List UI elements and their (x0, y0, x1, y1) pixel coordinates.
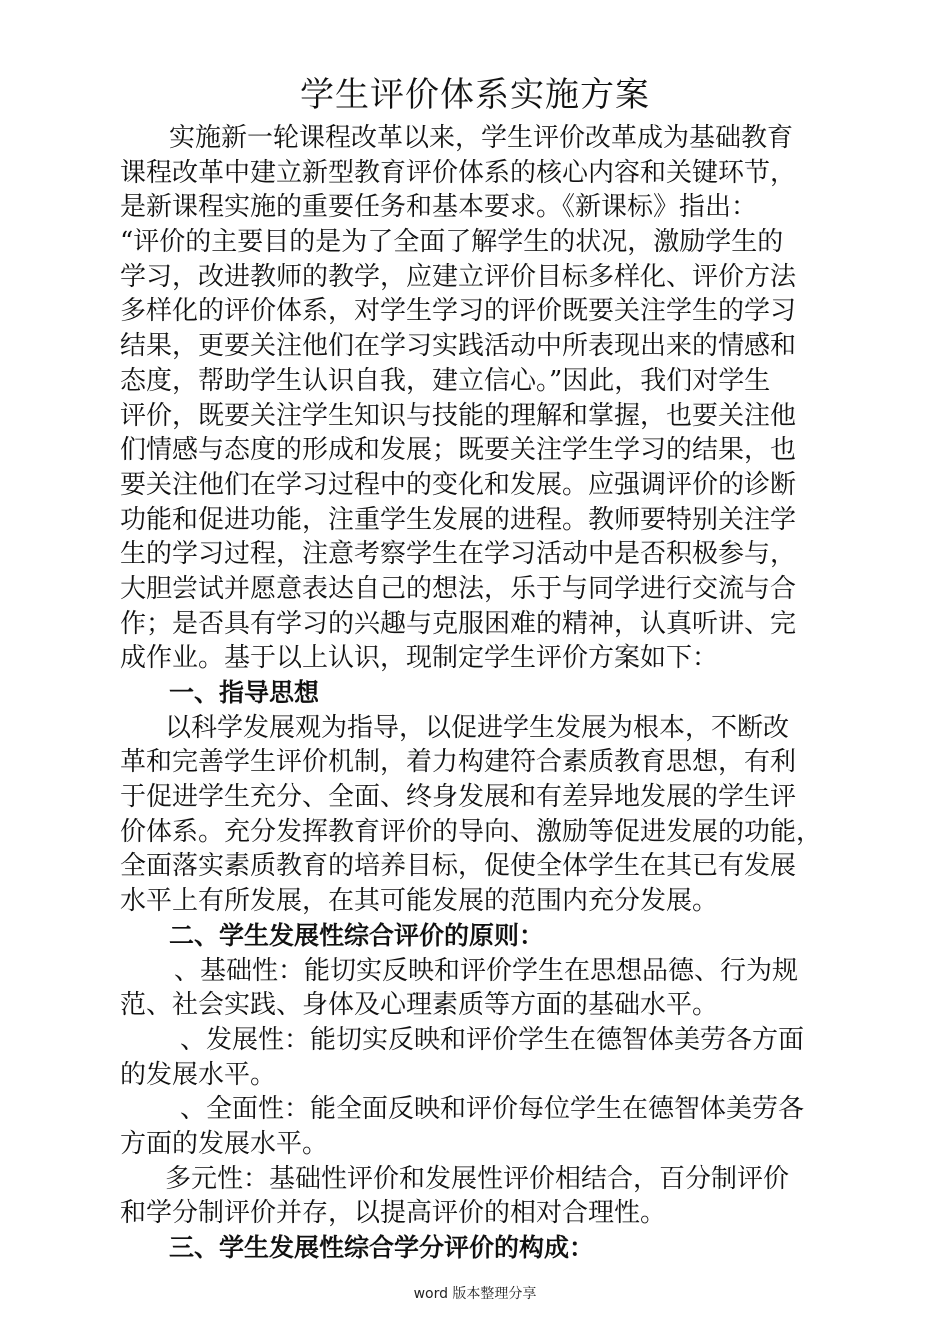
paragraph-line: 们情感与态度的形成和发展；既要关注学生学习的结果，也 (120, 435, 797, 466)
section-heading: 三、学生发展性综合学分评价的构成： (169, 1233, 595, 1262)
paragraph-line: 成作业。基于以上认识，现制定学生评价方案如下： (120, 643, 719, 674)
paragraph-line: 结果，更要关注他们在学习实践活动中所表现出来的情感和 (120, 331, 797, 362)
paragraph-line: 、全面性：能全面反映和评价每位学生在德智体美劳各 (180, 1094, 805, 1125)
paragraph-line: 水平上有所发展，在其可能发展的范围内充分发展。 (120, 886, 719, 917)
paragraph-line: 态度，帮助学生认识自我，建立信心。”因此，我们对学生 (120, 365, 771, 396)
paragraph-line: 功能和促进功能，注重学生发展的进程。教师要特别关注学 (120, 504, 797, 535)
paragraph-line: 多样化的评价体系，对学生学习的评价既要关注学生的学习 (120, 296, 797, 327)
document-title: 学生评价体系实施方案 (300, 75, 650, 115)
paragraph-line: 、发展性：能切实反映和评价学生在德智体美劳各方面 (180, 1024, 805, 1055)
paragraph-line: 以科学发展观为指导，以促进学生发展为根本，不断改 (165, 712, 790, 743)
paragraph-line: 于促进学生充分、全面、终身发展和有差异地发展的学生评 (120, 782, 797, 813)
paragraph-line: 多元性：基础性评价和发展性评价相结合，百分制评价 (165, 1163, 790, 1194)
paragraph-line: 学习，改进教师的教学，应建立评价目标多样化、评价方法 (120, 261, 797, 292)
paragraph-line: 课程改革中建立新型教育评价体系的核心内容和关键环节， (120, 157, 797, 188)
paragraph-line: 、基础性：能切实反映和评价学生在思想品德、行为规 (174, 955, 799, 986)
paragraph-line: 是新课程实施的重要任务和基本要求。《新课标》指出： (120, 192, 758, 223)
page-footer: word 版本整理分享 (413, 1286, 537, 1302)
paragraph-line: 大胆尝试并愿意表达自己的想法，乐于与同学进行交流与合 (120, 573, 797, 604)
paragraph-line: 生的学习过程，注意考察学生在学习活动中是否积极参与， (120, 539, 797, 570)
paragraph-line: 要关注他们在学习过程中的变化和发展。应强调评价的诊断 (120, 469, 797, 500)
section-heading: 一、指导思想 (169, 678, 320, 707)
section-heading: 二、学生发展性综合评价的原则： (169, 920, 545, 950)
paragraph-line: 范、社会实践、身体及心理素质等方面的基础水平。 (120, 990, 719, 1021)
paragraph-line: 全面落实素质教育的培养目标，促使全体学生在其已有发展 (120, 851, 797, 882)
paragraph-line: 作；是否具有学习的兴趣与克服困难的精神，认真听讲、完 (120, 608, 797, 639)
paragraph-line: 实施新一轮课程改革以来，学生评价改革成为基础教育 (169, 123, 794, 153)
paragraph-line: 和学分制评价并存，以提高评价的相对合理性。 (120, 1198, 667, 1229)
paragraph-line: 评价，既要关注学生知识与技能的理解和掌握，也要关注他 (120, 400, 797, 431)
document-body (120, 121, 840, 1266)
paragraph-line: 价体系。充分发挥教育评价的导向、激励等促进发展的功能， (120, 816, 823, 847)
paragraph-line: 方面的发展水平。 (120, 1128, 329, 1159)
paragraph-line: “评价的主要目的是为了全面了解学生的状况，激励学生的 (120, 227, 784, 258)
paragraph-line: 革和完善学生评价机制，着力构建符合素质教育思想，有利 (120, 747, 797, 778)
paragraph-line: 的发展水平。 (120, 1059, 277, 1090)
